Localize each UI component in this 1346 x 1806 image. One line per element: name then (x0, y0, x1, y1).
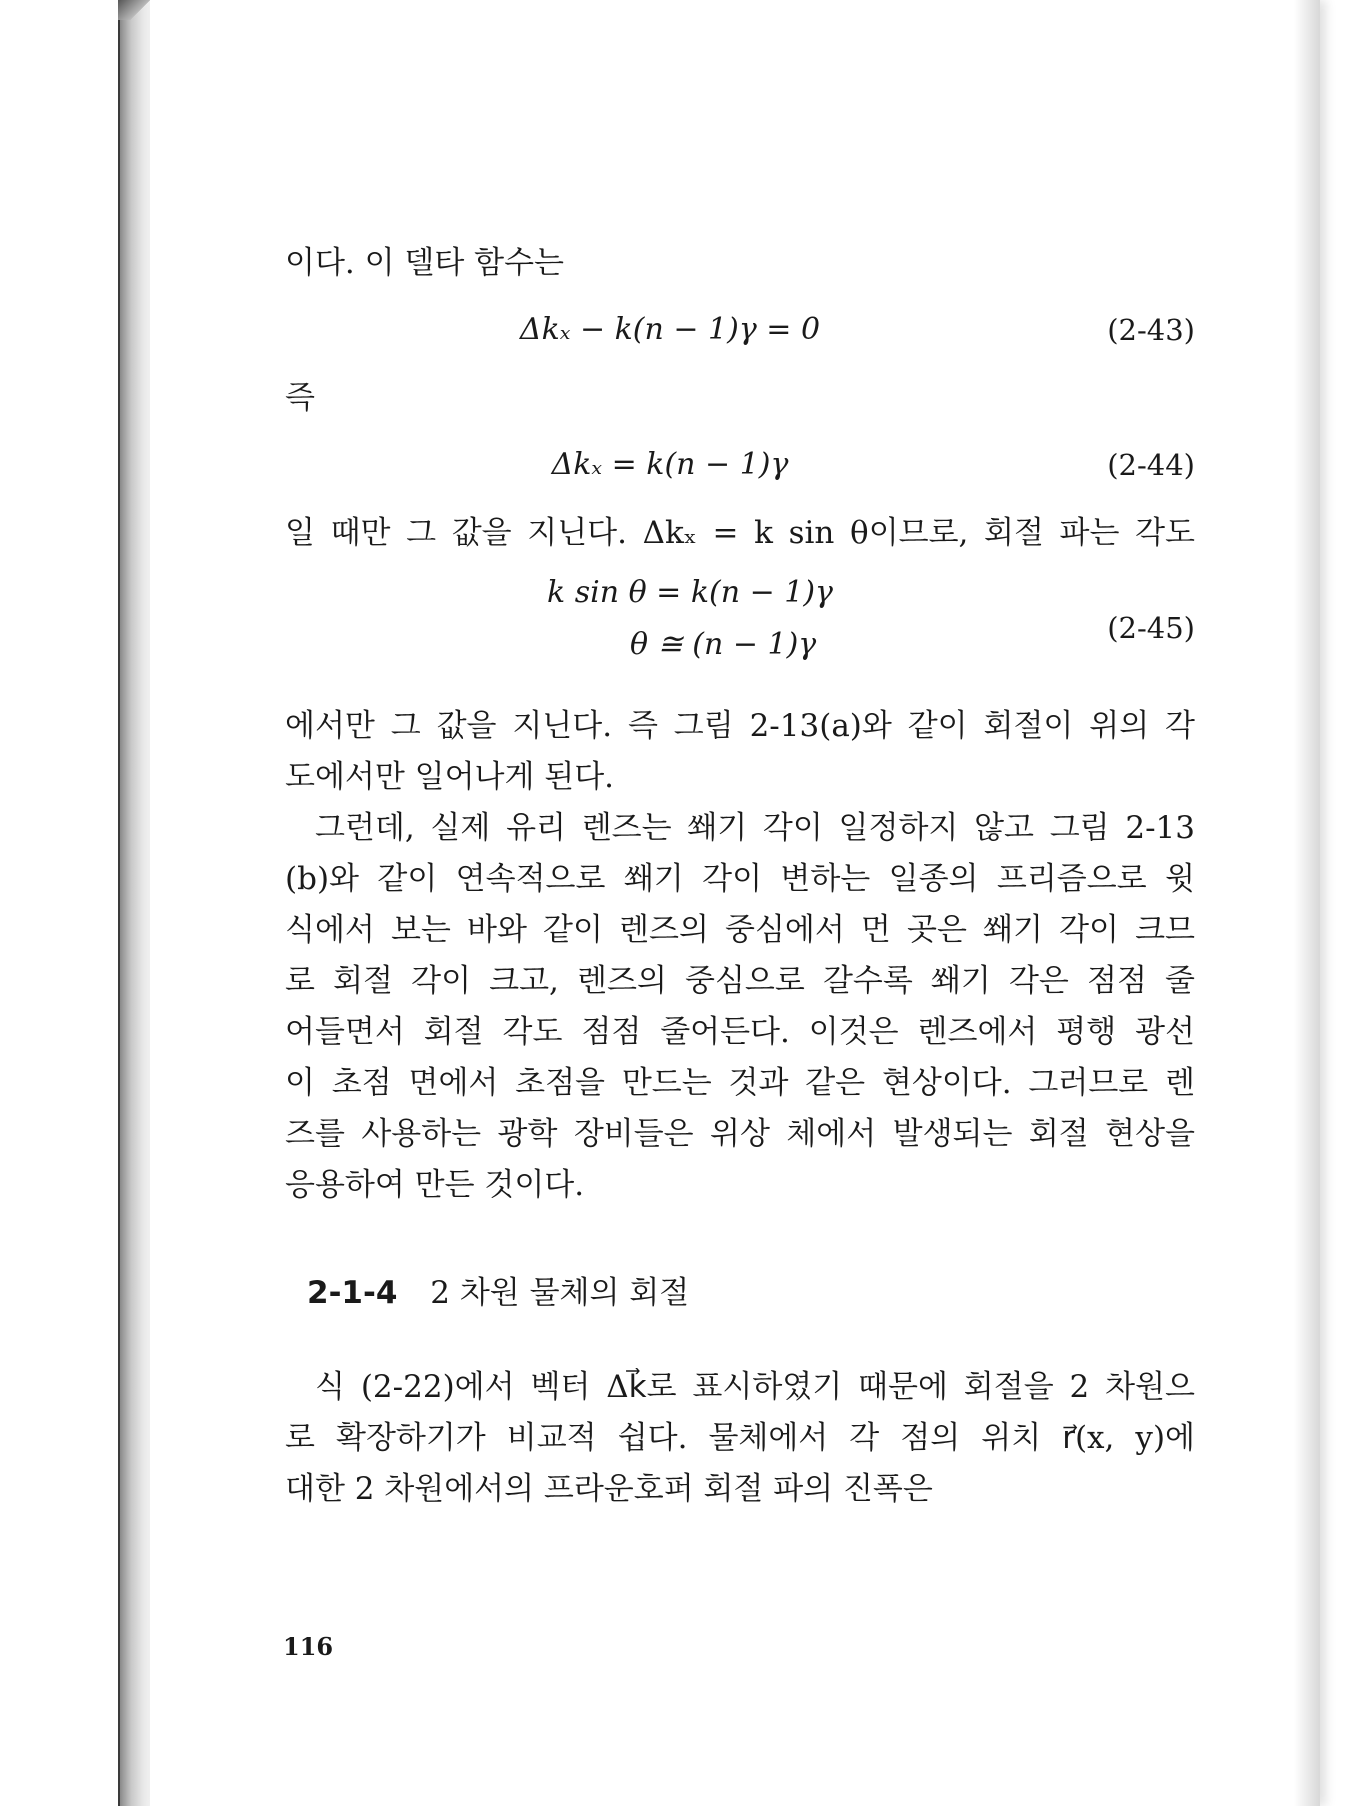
text-line: 즈를 사용하는 광학 장비들은 위상 체에서 발생되는 회절 현상을 (285, 1116, 1195, 1152)
equation-2-43 (285, 301, 1195, 359)
text-line: 응용하여 만든 것이다. (285, 1167, 585, 1203)
book-edge (118, 0, 152, 1806)
text-line: 이 초점 면에서 초점을 만드는 것과 같은 현상이다. 그러므로 렌 (285, 1065, 1195, 1101)
page-shadow (1294, 0, 1320, 1806)
text-line: 식 (2-22)에서 벡터 Δk⃗로 표시하였기 때문에 회절을 2 차원으 (315, 1369, 1195, 1405)
text-line: 식에서 보는 바와 같이 렌즈의 중심에서 먼 곳은 쐐기 각이 크므 (285, 912, 1195, 948)
equation-number: (2-44) (1107, 448, 1195, 482)
book-corner (118, 0, 152, 20)
equation-number: (2-45) (1107, 611, 1195, 645)
section-heading (307, 1267, 1195, 1312)
equation-text: Δkₓ − k(n − 1)γ = 0 (519, 312, 821, 347)
text-line: 어들면서 회절 각도 점점 줄어든다. 이것은 렌즈에서 평행 광선 (285, 1014, 1195, 1050)
equation-line-1: k sin θ = k(n − 1)γ (547, 575, 833, 610)
text-line: 도에서만 일어나게 된다. (285, 759, 615, 795)
section-title: 2 차원 물체의 회절 (430, 1275, 690, 1311)
equation-2-44 (285, 436, 1195, 494)
equation-line-2: θ ≅ (n − 1)γ (630, 627, 817, 662)
page-number: 116 (283, 1632, 334, 1661)
text-line: 로 회절 각이 크고, 렌즈의 중심으로 갈수록 쐐기 각은 점점 줄 (285, 963, 1195, 999)
text-line: 에서만 그 값을 지닌다. 즉 그림 2-13(a)와 같이 회절이 위의 각 (285, 708, 1195, 744)
equation-number: (2-43) (1107, 313, 1195, 347)
text-line: 대한 2 차원에서의 프라운호퍼 회절 파의 진폭은 (285, 1471, 933, 1507)
text-line: 그런데, 실제 유리 렌즈는 쐐기 각이 일정하지 않고 그림 2-13 (315, 810, 1195, 846)
section-number: 2-1-4 (307, 1275, 398, 1311)
text-line: 이다. 이 델타 함수는 (285, 245, 564, 281)
text-line: (b)와 같이 연속적으로 쐐기 각이 변하는 일종의 프리즘으로 윗 (285, 861, 1195, 897)
equation-2-45 (285, 565, 1195, 689)
equation-text: Δkₓ = k(n − 1)γ (551, 447, 789, 482)
text-line: 일 때만 그 값을 지닌다. Δkₓ = k sin θ이므로, 회절 파는 각도 (285, 515, 1195, 551)
text-line: 즉 (285, 380, 315, 416)
text-line: 로 확장하기가 비교적 쉽다. 물체에서 각 점의 위치 r⃗(x, y)에 (285, 1420, 1195, 1456)
page-content (285, 238, 1195, 1515)
